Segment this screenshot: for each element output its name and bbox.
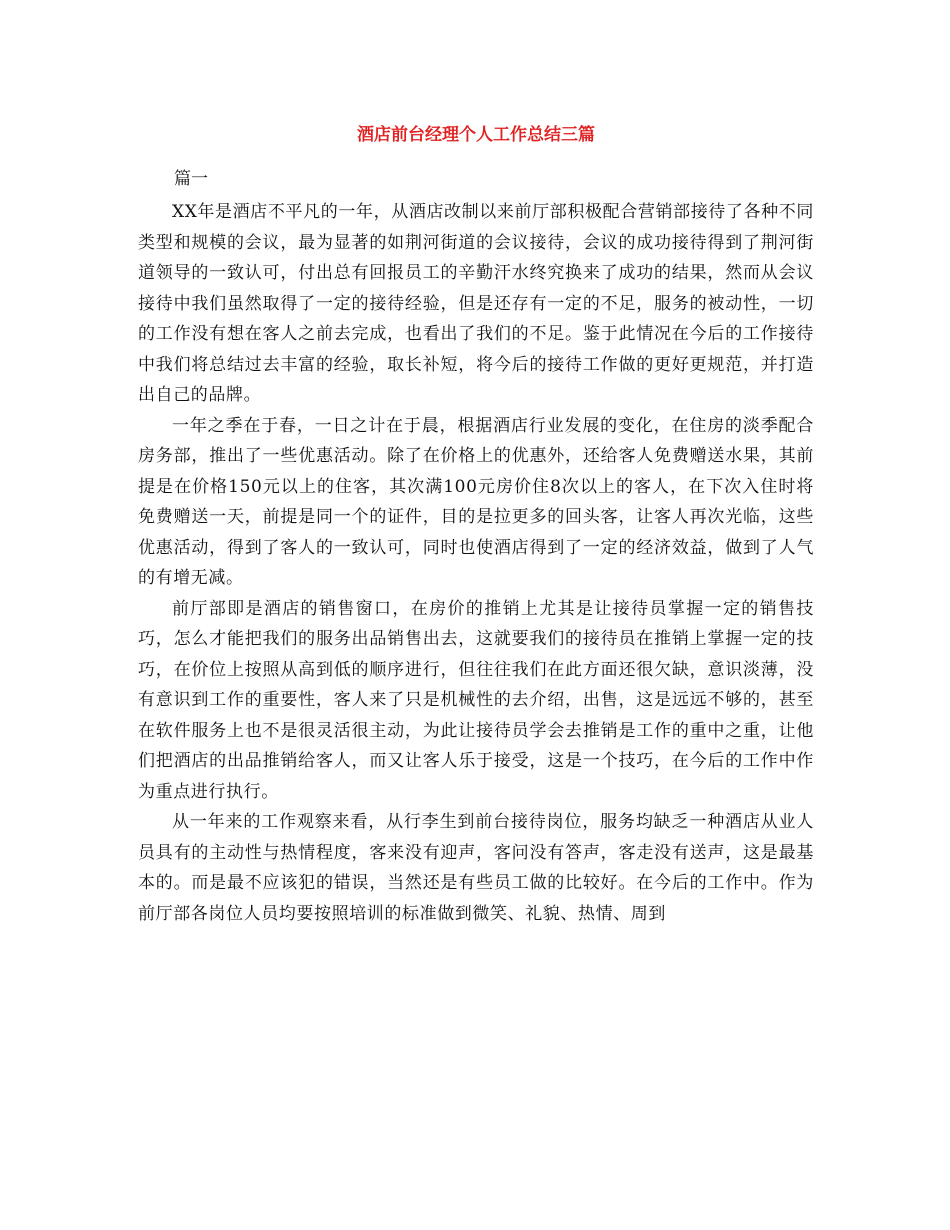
document-title: 酒店前台经理个人工作总结三篇 (357, 125, 595, 145)
paragraph: 从一年来的工作观察来看，从行李生到前台接待岗位，服务均缺乏一种酒店从业人员具有的主动性与热情程度，客来没有迎声，客问没有答声，客走没有送声，这是最基本的。而是最不应该犯的错误，当然还是有些员工做的比较好。在今后的工作中。作为前厅部各岗位人员均要按照培训的标准做到微笑、礼貌、热情、周到 (138, 812, 814, 924)
document-page (138, 0, 814, 1230)
document-body (138, 197, 814, 929)
section-heading: 篇一 (174, 169, 208, 189)
paragraph: 前厅部即是酒店的销售窗口，在房价的推销上尤其是让接待员掌握一定的销售技巧，怎么才能把我们的服务出品销售出去，这就要我们的接待员在推销上掌握一定的技巧，在价位上按照从高到低的顺序进行，但往往我们在此方面还很欠缺，意识淡薄，没有意识到工作的重要性，客人来了只是机械性的去介绍，出售，这是远远不够的，甚至在软件服务上也不是很灵活很主动，为此让接待员学会去推销是工作的重中之重，让他们把酒店的出品推销给客人，而又让客人乐于接受，这是一个技巧，在今后的工作中作为重点进行执行。 (138, 598, 814, 802)
paragraph: 一年之季在于春，一日之计在于晨，根据酒店行业发展的变化，在住房的淡季配合房务部，推出了一些优惠活动。除了在价格上的优惠外，还给客人免费赠送水果，其前提是在价格150元以上的住客，其次满100元房价住8次以上的客人，在下次入住时将免费赠送一天，前提是同一个的证件，目的是拉更多的回头客，让客人再次光临，这些优惠活动，得到了客人的一致认可，同时也使酒店得到了一定的经济效益，做到了人气的有增无减。 (138, 415, 814, 588)
paragraph: XX年是酒店不平凡的一年，从酒店改制以来前厅部积极配合营销部接待了各种不同类型和规模的会议，最为显著的如荆河街道的会议接待，会议的成功接待得到了荆河街道领导的一致认可，付出总有回报员工的辛勤汗水终究换来了成功的结果，然而从会议接待中我们虽然取得了一定的接待经验，但是还存有一定的不足，服务的被动性，一切的工作没有想在客人之前去完成，也看出了我们的不足。鉴于此情况在今后的工作接待中我们将总结过去丰富的经验，取长补短，将今后的接待工作做的更好更规范，并打造出自己的品牌。 (138, 202, 814, 405)
